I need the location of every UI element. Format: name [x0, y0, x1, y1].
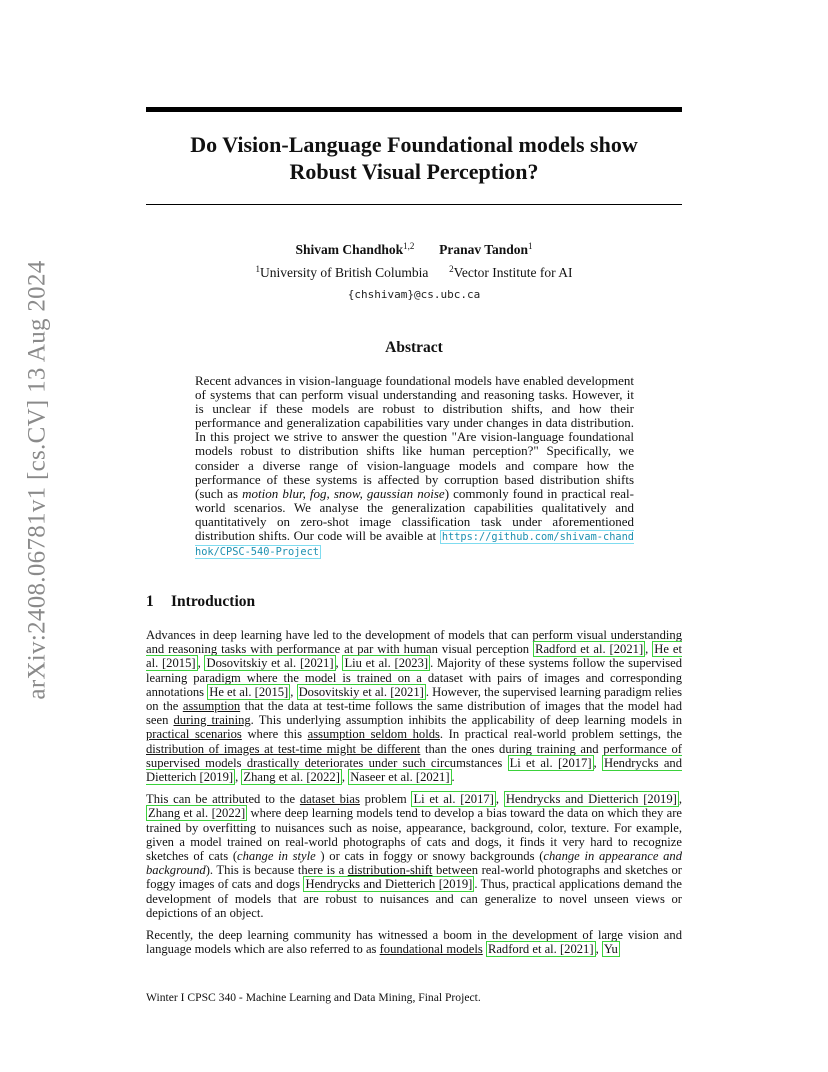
title-line-2: Robust Visual Perception?	[289, 159, 539, 184]
citation-link[interactable]: Dosovitskiy et al. [2021]	[298, 684, 424, 699]
underlined-phrase: foundational models	[379, 942, 483, 957]
citation-link[interactable]: Radford et al. [2021]	[535, 642, 644, 657]
title-rule-bottom	[146, 204, 682, 205]
affiliation-mark: 1	[255, 264, 261, 274]
underlined-phrase: assumption	[182, 699, 241, 714]
title-line-1: Do Vision-Language Foundational models show	[190, 132, 638, 157]
paragraph: Advances in deep learning have led to the development of models that can perform visual understanding and reasoning tasks with performance at par with human visual perception Radford et al. [2021] , He et al. [2015] , Dosovitskiy et al. [2021] , Liu et al. [2023] . Majority of these systems follow the supervised learning paradigm where the model is trained on a dataset with pairs of images and corresponding annotations He et al. [2015] , Dosovitskiy et al. [2021] . However, the supervised learning paradigm relies on the assumption that the data at test-time follows the same distribution of images that the model had seen during training. This underlying assumption inhibits the applicability of deep learning models in practical scenarios where this assumption seldom holds. In practical real-world problem settings, the distribution of images at test-time might be different than the ones during training and performance of supervised models drastically deteriorates under such circumstances Li et al. [2017] , Hendrycks and Dietterich [2019] , Zhang et al. [2022] , Naseer et al. [2021] .	[146, 628, 683, 785]
code-repo-link[interactable]: https://github.com/shivam-chandhok/CPSC-540-Project	[195, 531, 634, 559]
page-footnote: Winter I CPSC 340 - Machine Learning and Data Mining, Final Project.	[146, 991, 481, 1004]
abstract-body	[195, 374, 634, 559]
underlined-phrase: assumption seldom holds	[307, 727, 440, 742]
author-affiliation-mark: 1,2	[403, 241, 415, 251]
underlined-phrase: distribution-shift	[347, 863, 433, 878]
citation-link[interactable]: Hendrycks and Dietterich [2019]	[505, 792, 677, 807]
author-name: Pranav Tandon	[439, 242, 529, 257]
author-email: {chshivam}@cs.ubc.ca	[347, 288, 481, 301]
author-list	[146, 242, 682, 258]
citation-link[interactable]: Dosovitskiy et al. [2021]	[206, 656, 334, 671]
paper-title	[146, 131, 682, 185]
abstract-emphasis: motion blur, fog, snow, gaussian noise	[242, 485, 445, 501]
citation-link[interactable]: Radford et al. [2021]	[487, 942, 594, 957]
citation-link[interactable]: He et al. [2015]	[146, 642, 683, 671]
abstract-text: ) commonly found in practical real-world scenarios. We analyse the generalization capabilities qualitatively and quantitatively on zero-shot image classification task under aforementioned distribution shifts. Our code will be avaible at	[195, 485, 635, 544]
section-number: 1	[146, 593, 154, 610]
citation-link[interactable]: Zhang et al. [2022]	[148, 806, 246, 821]
affiliation-mark: 2	[449, 264, 454, 274]
section-heading	[146, 593, 255, 611]
underlined-phrase: distribution of images at test-time might be different	[146, 741, 421, 756]
underlined-phrase: dataset bias	[299, 792, 360, 807]
introduction-body	[146, 628, 682, 964]
section-title: Introduction	[171, 593, 256, 610]
citation-link[interactable]: Li et al. [2017]	[509, 755, 592, 770]
citation-link[interactable]: Naseer et al. [2021]	[350, 770, 450, 785]
citation-link[interactable]: He et al. [2015]	[209, 684, 289, 699]
paragraph: Recently, the deep learning community has witnessed a boom in the development of large vision and language models which are also referred to as foundational models Radford et al. [2021] , Yu	[146, 928, 682, 957]
citation-link[interactable]: Zhang et al. [2022]	[243, 770, 340, 785]
arxiv-identifier: arXiv:2408.06781v1 [cs.CV] 13 Aug 2024	[24, 260, 51, 700]
emphasis: change in appearance and background	[146, 849, 683, 878]
citation-link[interactable]: Hendrycks and Dietterich [2019]	[146, 755, 683, 785]
citation-link[interactable]: Hendrycks and Dietterich [2019]	[305, 877, 473, 892]
author-name: Shivam Chandhok	[295, 242, 404, 257]
affiliation-list	[146, 265, 682, 281]
citation-link[interactable]: Yu	[603, 942, 618, 957]
title-rule-top	[146, 107, 682, 112]
paragraph: This can be attributed to the dataset bias problem Li et al. [2017] , Hendrycks and Dietterich [2019] , Zhang et al. [2022] where deep learning models tend to develop a bias toward the data on which they are trained by overfitting to nuisances such as noise, appearance, background, color, texture. For example, given a model trained on real-world photographs of cats and dogs, it finds it very hard to recognize sketches of cats (change in style ) or cats in foggy or snowy backgrounds (change in appearance and background). This is because there is a distribution-shift between real-world photographs and sketches or foggy images of cats and dogs Hendrycks and Dietterich [2019] . Thus, practical applications demand the development of models that are robust to nuisances and can generalize to novel unseen views or depictions of an object.	[146, 792, 683, 920]
arxiv-sidebar	[20, 260, 56, 700]
citation-link[interactable]: Li et al. [2017]	[413, 792, 494, 807]
affiliation-name: Vector Institute for AI	[453, 265, 573, 280]
emphasis: change in style	[237, 849, 316, 864]
abstract-text: Recent advances in vision-language foundational models have enabled development of systems that can perform visual understanding and reasoning tasks. However, it is unclear if these models are robust to distribution shifts, and how their performance and generalization capabilities vary under changes in data distribution. In this project we strive to answer the question "Are vision-language foundational models robust to distribution shifts like human perception?" Specifically, we consider a diverse range of vision-language models and compare how the performance of these systems is affected by corruption based distribution shifts (such as	[195, 373, 634, 501]
affiliation-name: University of British Columbia	[260, 265, 429, 280]
underlined-phrase: practical scenarios	[146, 727, 242, 742]
citation-link[interactable]: Liu et al. [2023]	[344, 656, 429, 671]
underlined-phrase: during training	[173, 713, 251, 728]
abstract-heading: Abstract	[385, 339, 443, 356]
author-affiliation-mark: 1	[528, 241, 533, 251]
